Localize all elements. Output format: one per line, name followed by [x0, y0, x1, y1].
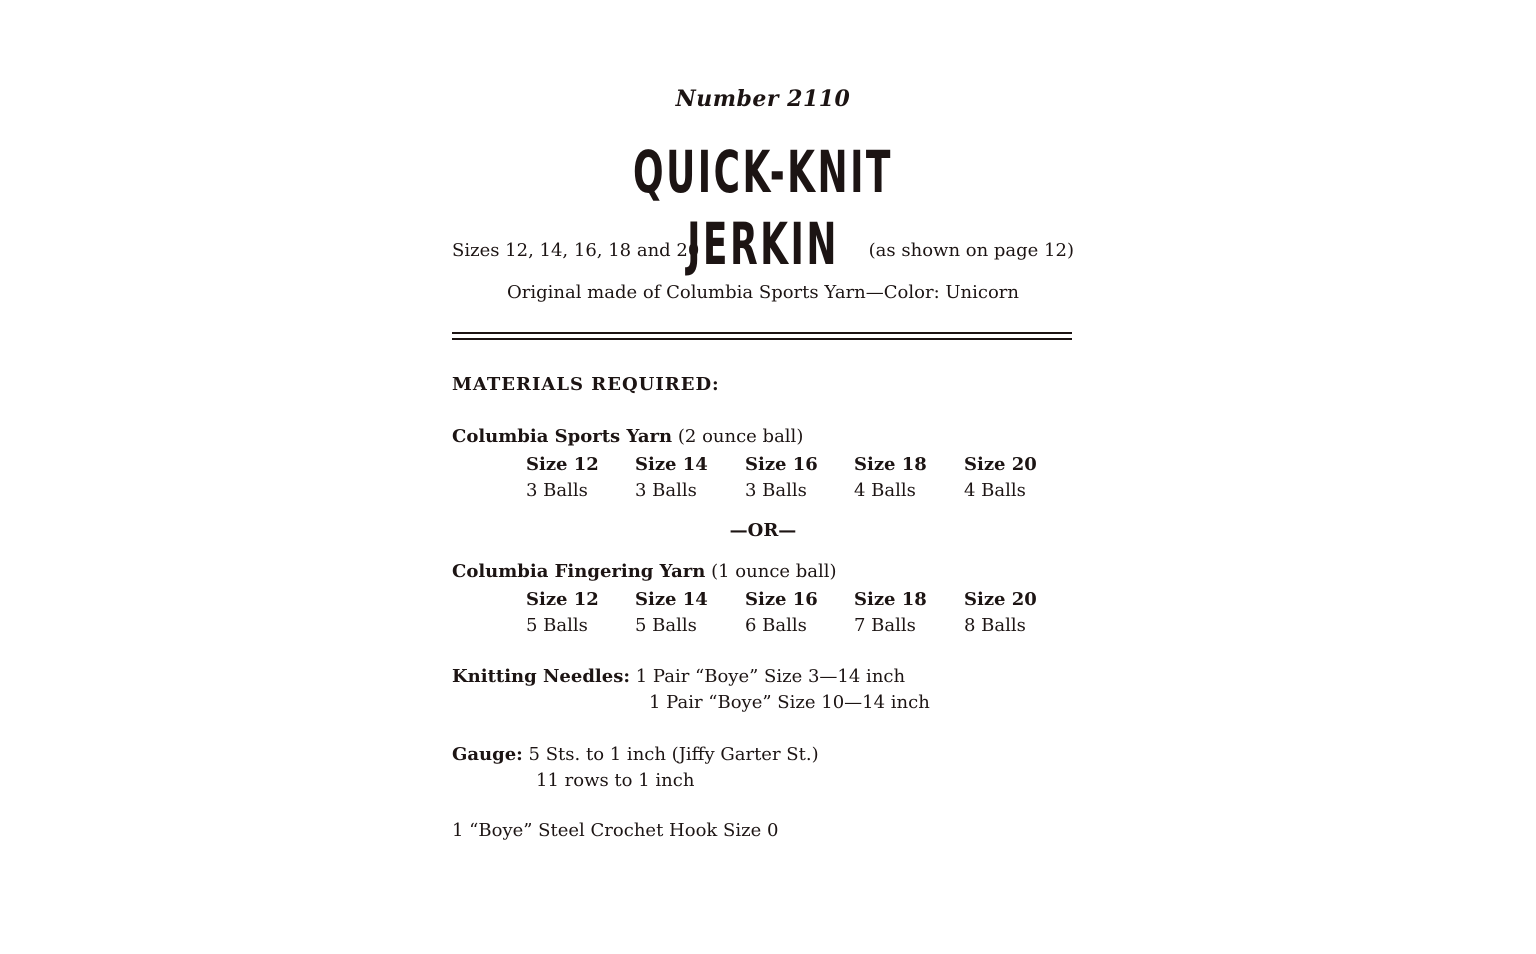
ball-count: 3 Balls: [745, 480, 807, 501]
size-label: Size 14: [635, 454, 708, 475]
size-label: Size 20: [964, 589, 1037, 610]
size-label: Size 18: [854, 589, 927, 610]
sports-yarn-name: Columbia Sports Yarn: [452, 426, 673, 447]
ball-count: 6 Balls: [745, 615, 807, 636]
fingering-size-column: [964, 587, 1074, 639]
sports-size-column: [526, 452, 636, 504]
ball-count: 3 Balls: [635, 480, 697, 501]
materials-heading: MATERIALS REQUIRED:: [452, 374, 720, 395]
size-label: Size 16: [745, 454, 818, 475]
sports-size-column: [635, 452, 745, 504]
fingering-size-column: [635, 587, 745, 639]
or-separator: —OR—: [729, 520, 797, 541]
size-label: Size 12: [526, 454, 599, 475]
fingering-size-column: [854, 587, 964, 639]
sports-size-column: [964, 452, 1074, 504]
fingering-yarn-size-table: [526, 587, 1074, 641]
ball-count: 4 Balls: [854, 480, 916, 501]
divider-rule-top: [452, 332, 1072, 334]
sports-yarn-heading: [452, 426, 803, 447]
sports-size-column: [745, 452, 855, 504]
fingering-yarn-heading: [452, 561, 837, 582]
divider-rule-bottom: [452, 338, 1072, 340]
size-label: Size 16: [745, 589, 818, 610]
sports-yarn-unit: (2 ounce ball): [677, 426, 804, 447]
size-label: Size 12: [526, 589, 599, 610]
fingering-yarn-unit: (1 ounce ball): [711, 561, 837, 582]
ball-count: 3 Balls: [526, 480, 588, 501]
original-yarn-note: Original made of Columbia Sports Yarn—Color: Unicorn: [506, 282, 1019, 303]
gauge-line-1: 5 Sts. to 1 inch (Jiffy Garter St.): [528, 744, 819, 765]
ball-count: 4 Balls: [964, 480, 1026, 501]
knitting-needles-label: Knitting Needles:: [452, 666, 630, 687]
size-label: Size 18: [854, 454, 927, 475]
sports-yarn-size-table: [526, 452, 1074, 506]
shown-on-page-note: (as shown on page 12): [868, 240, 1074, 261]
crochet-hook-line: 1 “Boye” Steel Crochet Hook Size 0: [452, 820, 779, 841]
ball-count: 5 Balls: [635, 615, 697, 636]
knitting-needles-line-2: 1 Pair “Boye” Size 10—14 inch: [649, 692, 930, 713]
gauge-label: Gauge:: [452, 744, 523, 765]
fingering-size-column: [745, 587, 855, 639]
fingering-yarn-name: Columbia Fingering Yarn: [452, 561, 706, 582]
fingering-size-column: [526, 587, 636, 639]
pattern-number: Number 2110: [675, 86, 851, 112]
size-label: Size 20: [964, 454, 1037, 475]
size-label: Size 14: [635, 589, 708, 610]
ball-count: 7 Balls: [854, 615, 916, 636]
knitting-needles-block: [452, 664, 930, 713]
pattern-title-text: QUICK-KNIT JERKIN: [633, 138, 893, 278]
gauge-block: [452, 742, 819, 791]
ball-count: 8 Balls: [964, 615, 1026, 636]
ball-count: 5 Balls: [526, 615, 588, 636]
sizes-text: Sizes 12, 14, 16, 18 and 20: [452, 240, 700, 261]
sports-size-column: [854, 452, 964, 504]
gauge-line-2: 11 rows to 1 inch: [536, 770, 695, 791]
knitting-needles-line-1: 1 Pair “Boye” Size 3—14 inch: [635, 666, 906, 687]
